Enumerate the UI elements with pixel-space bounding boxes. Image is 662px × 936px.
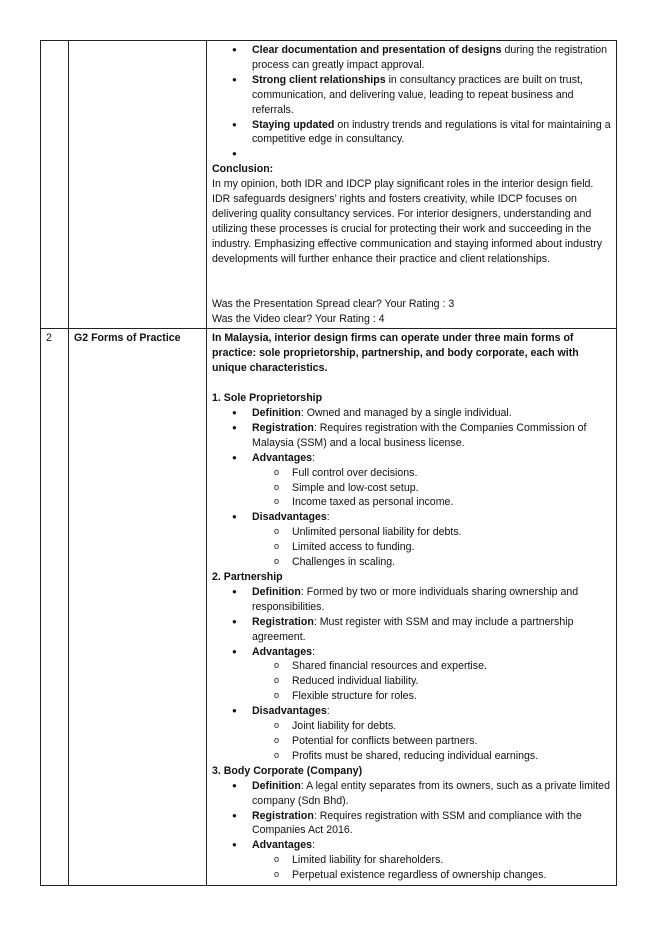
- section-list: [212, 585, 611, 764]
- advantages-label: Advantages: [252, 839, 313, 852]
- advantages-label: Advantages: [252, 645, 313, 658]
- sub-item: o Simple and low-cost setup.: [292, 481, 611, 496]
- disadvantages-label: Disadvantages: [252, 705, 327, 718]
- registration-label: Registration: [252, 809, 314, 822]
- intro-text: In Malaysia, interior design firms can operate under three main forms of practice: sole proprietorship, partnership, and body corporate, each with unique characteristics.: [212, 332, 579, 375]
- sub-list: [252, 719, 611, 764]
- list-item: ● Advantages: o Shared financial resources and expertise. o Reduced individual liability. o Flexible structure for roles.: [252, 645, 611, 705]
- point-text: on industry trends and regulations is vital for maintaining a competitive edge in consultancy.: [252, 118, 611, 146]
- list-item: [252, 43, 611, 73]
- topic-cell: G2 Forms of Practice: [69, 329, 207, 886]
- topic-cell: [69, 41, 207, 329]
- sub-item: o Profits must be shared, reducing individual earnings.: [292, 749, 611, 764]
- registration-text: : Requires registration with SSM and compliance with the Companies Act 2016.: [252, 809, 582, 837]
- list-item: [252, 779, 611, 809]
- rating-video: Was the Video clear? Your Rating : 4: [212, 312, 385, 325]
- section-heading: 3. Body Corporate (Company): [212, 764, 363, 777]
- list-item: [252, 73, 611, 118]
- sub-item: o Shared financial resources and expertise.: [292, 659, 611, 674]
- sub-item: o Potential for conflicts between partners.: [292, 734, 611, 749]
- point-text: during the registration process can greatly impact approval.: [252, 44, 607, 71]
- definition-label: Definition: [252, 407, 301, 420]
- definition-label: Definition: [252, 585, 301, 598]
- registration-text: : Requires registration with the Companies Commission of Malaysia (SSM) and a local business license.: [252, 421, 587, 449]
- registration-label: Registration: [252, 615, 314, 628]
- section-heading: 1. Sole Proprietorship: [212, 392, 323, 405]
- conclusion-heading: Conclusion:: [212, 163, 274, 176]
- sub-item: o Joint liability for debts.: [292, 719, 611, 734]
- sub-item: o Limited liability for shareholders.: [292, 853, 611, 868]
- definition-text: : A legal entity separates from its owners, such as a private limited company (Sdn Bhd).: [252, 779, 610, 807]
- list-item: ● Disadvantages: o Joint liability for debts. o Potential for conflicts between partners. o Profits must be shared, reducing individual earnings.: [252, 704, 611, 764]
- list-item: [252, 615, 611, 645]
- row-number-cell: [41, 41, 69, 329]
- sub-item: o Reduced individual liability.: [292, 674, 611, 689]
- point-text: in consultancy practices are built on trust, communication, and delivering value, leading to repeat business and referrals.: [252, 73, 583, 116]
- sub-item: o Flexible structure for roles.: [292, 689, 611, 704]
- sub-list: [252, 466, 611, 511]
- table-row: [41, 329, 617, 886]
- list-item: ● Disadvantages: o Unlimited personal liability for debts. o Limited access to funding. o Challenges in scaling.: [252, 510, 611, 570]
- list-item-empty: [252, 147, 611, 162]
- sub-item: o Income taxed as personal income.: [292, 495, 611, 510]
- point-bold: Strong client relationships: [252, 73, 386, 86]
- sub-list: [252, 525, 611, 570]
- registration-label: Registration: [252, 421, 314, 434]
- sub-item: o Perpetual existence regardless of ownership changes.: [292, 868, 611, 883]
- definition-text: : Formed by two or more individuals sharing ownership and responsibilities.: [252, 585, 579, 613]
- list-item: ● Advantages: o Full control over decisions. o Simple and low-cost setup. o Income taxed as personal income.: [252, 451, 611, 511]
- content-cell: [207, 41, 617, 329]
- sub-item: o Challenges in scaling.: [292, 555, 611, 570]
- key-points-list: [212, 43, 611, 162]
- sub-list: [252, 659, 611, 704]
- sub-list: [252, 853, 611, 883]
- point-bold: Clear documentation and presentation of designs: [252, 44, 502, 56]
- table-row: [41, 41, 617, 329]
- sub-item: o Full control over decisions.: [292, 466, 611, 481]
- list-item: [252, 421, 611, 451]
- list-item: [252, 406, 611, 421]
- section-list: [212, 779, 611, 883]
- conclusion-text: In my opinion, both IDR and IDCP play significant roles in the interior design field. IDR safeguards designers’ rights and fosters creativity, while IDCP focuses on delivering quality consultancy services. For interior designers, understanding and utilizing these processes is crucial for protecting their work and succeeding in the industry. Emphasizing effective communication and staying informed about industry developments will further enhance their practice and client relationships.: [212, 178, 603, 265]
- practice-table: [40, 40, 617, 886]
- section-list: [212, 406, 611, 570]
- sub-item: o Unlimited personal liability for debts.: [292, 525, 611, 540]
- list-item: ● Advantages: o Limited liability for shareholders. o Perpetual existence regardless of ownership changes.: [252, 838, 611, 883]
- sub-item: o Limited access to funding.: [292, 540, 611, 555]
- registration-text: : Must register with SSM and may include a partnership agreement.: [252, 615, 574, 643]
- definition-text: : Owned and managed by a single individual.: [300, 407, 512, 420]
- list-item: [252, 118, 611, 148]
- rating-spread: Was the Presentation Spread clear? Your Rating : 3: [212, 297, 455, 310]
- list-item: [252, 585, 611, 615]
- definition-label: Definition: [252, 779, 301, 792]
- point-bold: Staying updated: [252, 118, 335, 131]
- advantages-label: Advantages: [252, 451, 313, 464]
- content-cell: [207, 329, 617, 886]
- disadvantages-label: Disadvantages: [252, 511, 327, 524]
- row-number-cell: 2: [41, 329, 69, 886]
- section-heading: 2. Partnership: [212, 571, 283, 583]
- list-item: [252, 809, 611, 839]
